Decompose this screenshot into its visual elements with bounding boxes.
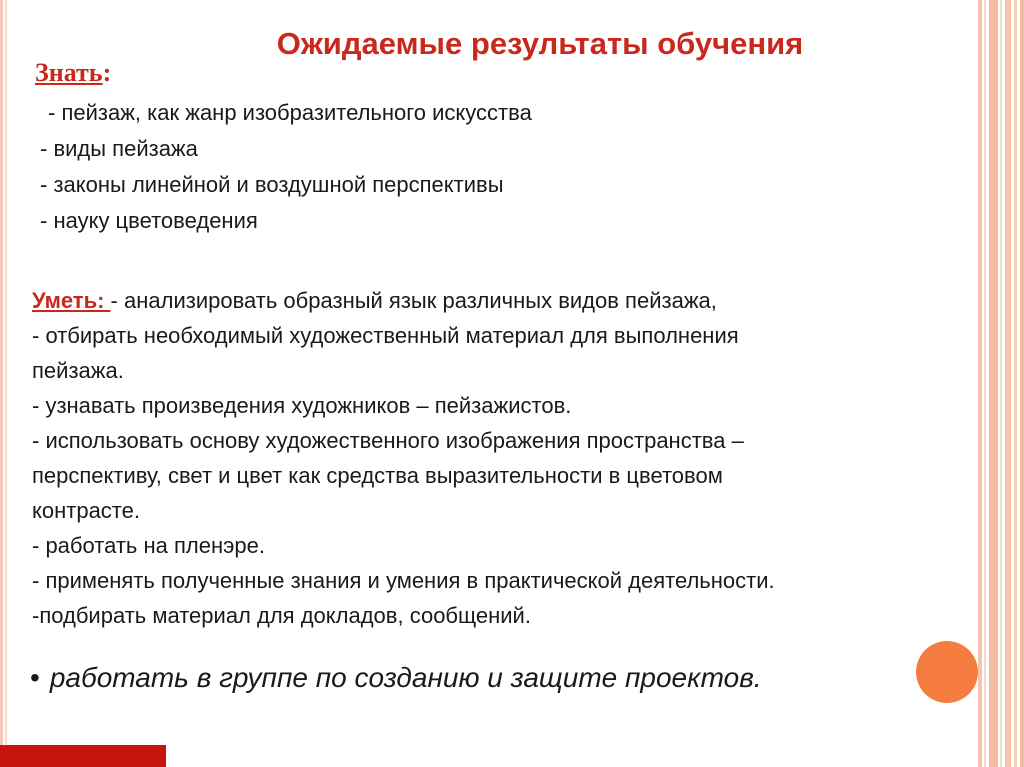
skills-line: - узнавать произведения художников – пейзажистов. bbox=[32, 393, 572, 418]
bullet-text: работать в группе по созданию и защите проектов. bbox=[49, 662, 762, 693]
left-border-line-inner bbox=[5, 0, 7, 767]
know-list bbox=[40, 95, 532, 239]
know-heading bbox=[35, 58, 111, 88]
stripe bbox=[1000, 0, 1002, 767]
left-border-line-outer bbox=[0, 0, 3, 767]
slide-title: Ожидаемые результаты обучения bbox=[276, 26, 804, 61]
orange-circle-decoration bbox=[916, 641, 978, 703]
skills-line: - отбирать необходимый художественный материал для выполнения bbox=[32, 323, 739, 348]
skills-line: - работать на пленэре. bbox=[32, 533, 265, 558]
left-border-lines bbox=[0, 0, 10, 767]
red-bar-decoration bbox=[0, 745, 166, 767]
skills-line: - применять полученные знания и умения в практической деятельности. bbox=[32, 568, 775, 593]
stripe bbox=[1020, 0, 1024, 767]
list-item: - пейзаж, как жанр изобразительного искусства bbox=[48, 100, 532, 125]
skills-heading: Уметь: bbox=[32, 288, 111, 313]
bullet-dot: • bbox=[30, 662, 40, 693]
list-item: - науку цветоведения bbox=[40, 208, 258, 233]
know-heading-colon: : bbox=[102, 58, 112, 87]
skills-line: - использовать основу художественного изображения пространства – bbox=[32, 428, 744, 453]
skills-line: пейзажа. bbox=[32, 358, 124, 383]
stripe bbox=[1014, 0, 1017, 767]
skills-line: -подбирать материал для докладов, сообщений. bbox=[32, 603, 531, 628]
skills-line: перспективу, свет и цвет как средства выразительности в цветовом bbox=[32, 463, 723, 488]
project-bullet bbox=[30, 662, 762, 694]
know-heading-text: Знать bbox=[35, 58, 103, 87]
skills-block bbox=[32, 283, 992, 633]
list-item: - законы линейной и воздушной перспективы bbox=[40, 172, 504, 197]
list-item: - виды пейзажа bbox=[40, 136, 198, 161]
skills-first-line bbox=[32, 283, 992, 318]
skills-first-item: - анализировать образный язык различных видов пейзажа, bbox=[110, 288, 717, 313]
stripe bbox=[1005, 0, 1011, 767]
skills-line: контрасте. bbox=[32, 498, 140, 523]
